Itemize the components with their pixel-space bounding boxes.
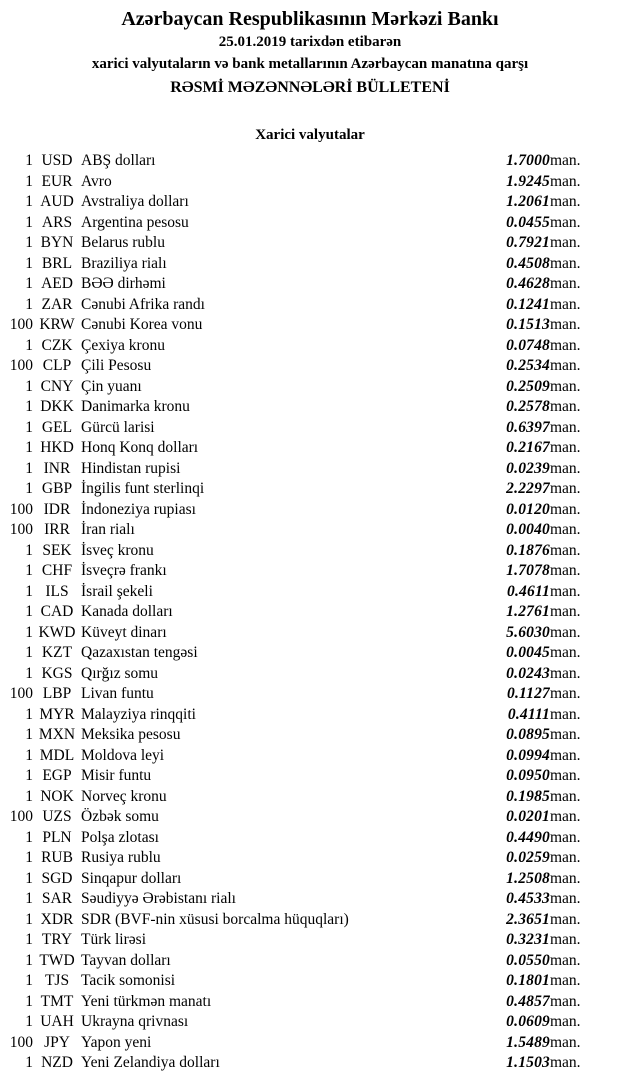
currency-name: Avro <box>81 172 112 190</box>
unit-label: man. <box>550 972 581 990</box>
currency-name: Moldova leyi <box>81 746 165 764</box>
table-row <box>0 623 607 644</box>
table-row <box>0 766 607 787</box>
rate-quantity: 1 <box>25 890 33 908</box>
unit-label: man. <box>550 152 581 170</box>
exchange-rates-table <box>0 151 607 1074</box>
section-title-foreign-currencies: Xarici valyutalar <box>255 127 365 143</box>
unit-label: man. <box>550 931 581 949</box>
table-row <box>0 664 607 685</box>
currency-code: MYR <box>39 705 75 723</box>
currency-name: Gürcü larisi <box>81 418 155 436</box>
rate-value: 0.2534 <box>506 357 550 375</box>
currency-code: ILS <box>45 582 69 600</box>
unit-label: man. <box>550 726 581 744</box>
currency-code: UZS <box>42 808 72 826</box>
rate-value: 0.0748 <box>506 336 550 354</box>
currency-name: Braziliya rialı <box>81 254 167 272</box>
table-row <box>0 725 607 746</box>
currency-name: Tacik somonisi <box>81 972 176 990</box>
unit-label: man. <box>550 869 581 887</box>
currency-name: Argentina pesosu <box>81 213 189 231</box>
currency-name: Çin yuanı <box>81 377 142 395</box>
rate-value: 1.2761 <box>506 603 550 621</box>
currency-code: TRY <box>41 931 73 949</box>
unit-label: man. <box>550 562 581 580</box>
rate-quantity: 1 <box>25 439 33 457</box>
rate-value: 0.1985 <box>506 787 550 805</box>
table-row <box>0 992 607 1013</box>
currency-name: İsveç kronu <box>81 541 154 559</box>
rate-quantity: 1 <box>25 172 33 190</box>
rate-value: 0.1513 <box>506 316 550 334</box>
unit-label: man. <box>550 664 581 682</box>
rate-value: 0.4533 <box>506 890 550 908</box>
unit-label: man. <box>550 828 581 846</box>
table-row <box>0 500 607 521</box>
rate-value: 0.4857 <box>506 992 550 1010</box>
table-row <box>0 438 607 459</box>
currency-code: SAR <box>41 890 73 908</box>
currency-code: INR <box>43 459 71 477</box>
rate-value: 0.2509 <box>506 377 550 395</box>
rate-value: 0.0455 <box>506 213 550 231</box>
table-row <box>0 151 607 172</box>
unit-label: man. <box>550 787 581 805</box>
rate-quantity: 100 <box>9 500 33 518</box>
unit-label: man. <box>550 213 581 231</box>
unit-label: man. <box>550 316 581 334</box>
table-row <box>0 930 607 951</box>
rate-quantity: 1 <box>25 664 33 682</box>
table-row <box>0 889 607 910</box>
rate-value: 0.4111 <box>507 705 550 723</box>
currency-name: Rusiya rublu <box>81 849 161 867</box>
unit-label: man. <box>550 254 581 272</box>
unit-label: man. <box>550 992 581 1010</box>
rate-value: 0.0201 <box>506 808 550 826</box>
rate-quantity: 1 <box>25 1054 33 1072</box>
table-row <box>0 479 607 500</box>
table-row <box>0 418 607 439</box>
unit-label: man. <box>550 767 581 785</box>
rate-quantity: 1 <box>25 869 33 887</box>
table-row <box>0 213 607 234</box>
currency-code: KZT <box>41 644 73 662</box>
unit-label: man. <box>550 890 581 908</box>
unit-label: man. <box>550 746 581 764</box>
rate-value: 0.4628 <box>506 275 550 293</box>
table-row <box>0 971 607 992</box>
currency-name: Cənubi Korea vonu <box>81 316 203 334</box>
rate-quantity: 1 <box>25 623 33 641</box>
rate-value: 0.0259 <box>506 849 550 867</box>
currency-code: PLN <box>42 828 72 846</box>
currency-name: Danimarka kronu <box>81 398 190 416</box>
rate-quantity: 1 <box>25 213 33 231</box>
currency-name: Polşa zlotası <box>81 828 159 846</box>
rate-quantity: 1 <box>25 603 33 621</box>
effective-date-line: 25.01.2019 tarixdən etibarən <box>218 34 402 50</box>
table-row <box>0 192 607 213</box>
currency-code: AUD <box>40 193 74 211</box>
currency-code: SEK <box>42 541 72 559</box>
rate-quantity: 1 <box>25 705 33 723</box>
unit-label: man. <box>550 910 581 928</box>
currency-code: DKK <box>40 398 74 416</box>
currency-code: LBP <box>42 685 72 703</box>
rate-quantity: 1 <box>25 254 33 272</box>
rate-value: 1.2508 <box>506 869 550 887</box>
currency-name: Cənubi Afrika randı <box>81 295 205 313</box>
rate-quantity: 1 <box>25 951 33 969</box>
table-row <box>0 1053 607 1074</box>
rate-quantity: 1 <box>25 275 33 293</box>
table-row <box>0 684 607 705</box>
table-row <box>0 172 607 193</box>
table-row <box>0 910 607 931</box>
unit-label: man. <box>550 439 581 457</box>
currency-name: Yeni Zelandiya dolları <box>81 1054 220 1072</box>
rate-quantity: 100 <box>9 685 33 703</box>
rate-quantity: 100 <box>9 521 33 539</box>
currency-code: EUR <box>41 172 73 190</box>
currency-name: İndoneziya rupiası <box>81 500 196 518</box>
table-row <box>0 1033 607 1054</box>
unit-label: man. <box>550 275 581 293</box>
rate-quantity: 1 <box>25 828 33 846</box>
table-row <box>0 561 607 582</box>
currency-name: Norveç kronu <box>81 787 167 805</box>
currency-name: BƏƏ dirhəmi <box>81 275 166 293</box>
rate-value: 0.1127 <box>507 685 550 703</box>
currency-code: TJS <box>44 972 70 990</box>
rate-quantity: 1 <box>25 234 33 252</box>
unit-label: man. <box>550 377 581 395</box>
currency-code: IRR <box>44 521 70 539</box>
table-row <box>0 643 607 664</box>
page-title: Azərbaycan Respublikasının Mərkəzi Bankı <box>121 8 499 30</box>
currency-name: İsveçrə frankı <box>81 562 167 580</box>
currency-code: AED <box>41 275 73 293</box>
currency-code: CHF <box>41 562 73 580</box>
rate-quantity: 1 <box>25 972 33 990</box>
table-row <box>0 274 607 295</box>
currency-name: İngilis funt sterlinqi <box>81 480 205 498</box>
unit-label: man. <box>550 480 581 498</box>
rate-value: 0.2167 <box>506 439 550 457</box>
rate-value: 1.5489 <box>506 1033 550 1051</box>
currency-code: NOK <box>40 787 74 805</box>
rate-value: 1.7000 <box>506 152 550 170</box>
rate-value: 0.1801 <box>506 972 550 990</box>
rate-quantity: 1 <box>25 644 33 662</box>
unit-label: man. <box>550 234 581 252</box>
rate-quantity: 100 <box>9 357 33 375</box>
unit-label: man. <box>550 398 581 416</box>
currency-code: CZK <box>41 336 73 354</box>
rate-quantity: 1 <box>25 152 33 170</box>
currency-code: GBP <box>41 480 73 498</box>
table-row <box>0 807 607 828</box>
currency-code: CLP <box>42 357 72 375</box>
currency-code: TMT <box>40 992 74 1010</box>
currency-code: BYN <box>40 234 74 252</box>
currency-code: SGD <box>41 869 73 887</box>
currency-code: HKD <box>40 439 74 457</box>
rate-quantity: 1 <box>25 910 33 928</box>
currency-code: EGP <box>42 767 72 785</box>
table-row <box>0 951 607 972</box>
rate-value: 0.0045 <box>506 644 550 662</box>
rate-quantity: 1 <box>25 295 33 313</box>
rate-value: 0.0120 <box>506 500 550 518</box>
rate-quantity: 1 <box>25 1013 33 1031</box>
currency-code: ARS <box>41 213 73 231</box>
rate-value: 0.0550 <box>506 951 550 969</box>
rate-value: 0.4508 <box>506 254 550 272</box>
currency-code: USD <box>41 152 73 170</box>
rate-value: 0.4611 <box>507 582 550 600</box>
currency-name: Sinqapur dolları <box>81 869 182 887</box>
table-row <box>0 377 607 398</box>
currency-name: ABŞ dolları <box>81 152 156 170</box>
rate-quantity: 1 <box>25 480 33 498</box>
rate-quantity: 1 <box>25 336 33 354</box>
unit-label: man. <box>550 1013 581 1031</box>
currency-code: JPY <box>44 1033 70 1051</box>
rate-quantity: 1 <box>25 193 33 211</box>
currency-name: Honq Konq dolları <box>81 439 199 457</box>
currency-name: Qazaxıstan tengəsi <box>81 644 198 662</box>
unit-label: man. <box>550 603 581 621</box>
currency-name: Özbək somu <box>81 808 159 826</box>
table-row <box>0 295 607 316</box>
table-row <box>0 582 607 603</box>
unit-label: man. <box>550 459 581 477</box>
rate-quantity: 100 <box>9 808 33 826</box>
rate-quantity: 100 <box>9 316 33 334</box>
rate-value: 0.0040 <box>506 521 550 539</box>
currency-name: Türk lirəsi <box>81 931 146 949</box>
rate-quantity: 1 <box>25 377 33 395</box>
unit-label: man. <box>550 644 581 662</box>
table-row <box>0 869 607 890</box>
table-row <box>0 705 607 726</box>
currency-name: Küveyt dinarı <box>81 623 167 641</box>
unit-label: man. <box>550 295 581 313</box>
currency-name: Yeni türkmən manatı <box>81 992 212 1010</box>
currency-name: Qırğız somu <box>81 664 159 682</box>
unit-label: man. <box>550 623 581 641</box>
currency-name: Meksika pesosu <box>81 726 181 744</box>
rate-quantity: 1 <box>25 459 33 477</box>
rate-quantity: 1 <box>25 767 33 785</box>
rate-value: 0.0239 <box>506 459 550 477</box>
currency-name: Ukrayna qrivnası <box>81 1013 189 1031</box>
unit-label: man. <box>550 705 581 723</box>
currency-code: CNY <box>40 377 74 395</box>
table-row <box>0 397 607 418</box>
unit-label: man. <box>550 541 581 559</box>
currency-name: Tayvan dolları <box>81 951 171 969</box>
table-row <box>0 602 607 623</box>
currency-code: MXN <box>38 726 76 744</box>
rate-value: 1.2061 <box>506 193 550 211</box>
rate-value: 0.3231 <box>506 931 550 949</box>
currency-name: Malayziya rinqqiti <box>81 705 196 723</box>
unit-label: man. <box>550 1033 581 1051</box>
currency-name: İsrail şekeli <box>81 582 153 600</box>
table-row <box>0 541 607 562</box>
rate-quantity: 1 <box>25 541 33 559</box>
currency-name: Misir funtu <box>81 767 152 785</box>
currency-code: IDR <box>43 500 71 518</box>
currency-name: Avstraliya dolları <box>81 193 189 211</box>
currency-code: KGS <box>41 664 73 682</box>
currency-name: İran rialı <box>81 521 135 539</box>
rate-value: 0.0895 <box>506 726 550 744</box>
currency-name: Çili Pesosu <box>81 357 152 375</box>
currency-code: XDR <box>40 910 74 928</box>
rate-value: 0.0609 <box>506 1013 550 1031</box>
rate-quantity: 1 <box>25 849 33 867</box>
unit-label: man. <box>550 685 581 703</box>
currency-code: BRL <box>41 254 73 272</box>
unit-label: man. <box>550 418 581 436</box>
rate-value: 1.7078 <box>506 562 550 580</box>
rate-value: 2.3651 <box>506 910 550 928</box>
rate-value: 0.0243 <box>506 664 550 682</box>
currency-code: TWD <box>39 951 75 969</box>
currency-name: Kanada dolları <box>81 603 173 621</box>
rate-quantity: 1 <box>25 746 33 764</box>
rate-value: 1.1503 <box>506 1054 550 1072</box>
currency-name: SDR (BVF-nin xüsusi borcalma hüquqları) <box>81 910 349 928</box>
rate-value: 2.2297 <box>506 480 550 498</box>
currency-code: KWD <box>38 623 76 641</box>
table-row <box>0 356 607 377</box>
unit-label: man. <box>550 357 581 375</box>
rate-value: 0.1876 <box>506 541 550 559</box>
rate-value: 0.6397 <box>506 418 550 436</box>
currency-name: Livan funtu <box>81 685 154 703</box>
unit-label: man. <box>550 849 581 867</box>
table-row <box>0 746 607 767</box>
rate-quantity: 1 <box>25 562 33 580</box>
rate-quantity: 1 <box>25 418 33 436</box>
rate-quantity: 1 <box>25 582 33 600</box>
rate-quantity: 1 <box>25 726 33 744</box>
currency-code: RUB <box>41 849 73 867</box>
rate-quantity: 1 <box>25 992 33 1010</box>
currency-name: Səudiyyə Ərəbistanı rialı <box>81 890 236 908</box>
table-row <box>0 787 607 808</box>
currency-code: NZD <box>41 1054 73 1072</box>
rate-quantity: 1 <box>25 398 33 416</box>
unit-label: man. <box>550 808 581 826</box>
currency-code: KRW <box>39 316 75 334</box>
currency-name: Yapon yeni <box>81 1033 152 1051</box>
unit-label: man. <box>550 172 581 190</box>
rate-value: 0.0994 <box>506 746 550 764</box>
table-row <box>0 254 607 275</box>
rate-quantity: 1 <box>25 787 33 805</box>
table-row <box>0 233 607 254</box>
table-row <box>0 1012 607 1033</box>
document-header <box>0 6 620 99</box>
rate-value: 0.0950 <box>506 767 550 785</box>
table-row <box>0 828 607 849</box>
rate-value: 1.9245 <box>506 172 550 190</box>
currency-code: CAD <box>40 603 74 621</box>
rate-value: 5.6030 <box>506 623 550 641</box>
currency-code: ZAR <box>41 295 73 313</box>
currency-name: Çexiya kronu <box>81 336 165 354</box>
unit-label: man. <box>550 1054 581 1072</box>
currency-name: Hindistan rupisi <box>81 459 181 477</box>
currency-code: UAH <box>40 1013 74 1031</box>
document-subtitle: xarici valyutaların və bank metallarının Azərbaycan manatına qarşı <box>91 56 529 72</box>
unit-label: man. <box>550 582 581 600</box>
table-row <box>0 520 607 541</box>
currency-code: MDL <box>39 746 75 764</box>
table-row <box>0 336 607 357</box>
currency-code: GEL <box>41 418 73 436</box>
rate-value: 0.4490 <box>506 828 550 846</box>
rate-value: 0.1241 <box>506 295 550 313</box>
rate-value: 0.7921 <box>506 234 550 252</box>
bulletin-title: RƏSMİ MƏZƏNNƏLƏRİ BÜLLETENİ <box>170 79 450 96</box>
table-row <box>0 848 607 869</box>
unit-label: man. <box>550 500 581 518</box>
rate-value: 0.2578 <box>506 398 550 416</box>
table-row <box>0 459 607 480</box>
currency-name: Belarus rublu <box>81 234 165 252</box>
unit-label: man. <box>550 193 581 211</box>
rate-quantity: 100 <box>9 1033 33 1051</box>
rate-quantity: 1 <box>25 931 33 949</box>
table-row <box>0 315 607 336</box>
unit-label: man. <box>550 336 581 354</box>
unit-label: man. <box>550 521 581 539</box>
unit-label: man. <box>550 951 581 969</box>
